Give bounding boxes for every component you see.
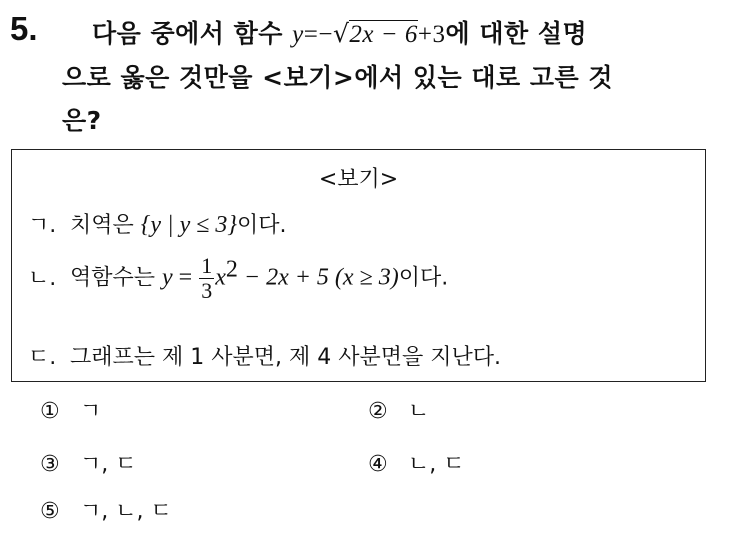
choice-answer: ㄱ, ㄴ, ㄷ	[80, 499, 172, 524]
choice-answer: ㄴ	[408, 399, 430, 424]
inverse-exponent: 2	[225, 256, 238, 283]
inverse-tail: − 2x + 5 (x ≥ 3)	[237, 264, 399, 291]
example-item-text: 그래프는 제 1 사분면, 제 4 사분면을 지난다.	[70, 345, 501, 370]
question-text-prefix: 다음 중에서 함수	[92, 19, 293, 48]
example-item-1	[28, 208, 287, 239]
choice-answer: ㄱ, ㄷ	[80, 452, 137, 477]
function-plus-three: +3	[417, 21, 446, 48]
question-text-suffix: 에 대한 설명	[445, 19, 588, 48]
question-line-3: 은?	[62, 106, 102, 135]
fraction	[199, 254, 214, 303]
example-item-mark: ㄱ.	[28, 213, 57, 238]
fraction-numerator: 1	[201, 253, 213, 278]
fraction-denominator: 3	[201, 278, 213, 304]
answer-choice-1[interactable]	[40, 394, 101, 425]
choice-answer: ㄴ, ㄷ	[408, 452, 465, 477]
example-item-text-after: 이다.	[237, 213, 287, 238]
function-equals-minus: =−	[303, 21, 333, 48]
example-box	[11, 149, 706, 382]
answer-choice-3[interactable]	[40, 447, 137, 478]
example-item-text-after: 이다.	[398, 265, 449, 291]
choice-number: ③	[40, 452, 60, 477]
example-item-mark: ㄴ.	[28, 265, 57, 291]
question-line-2: 으로 옳은 것만을 <보기>에서 있는 대로 고른 것	[62, 63, 614, 92]
function-y: y	[292, 21, 304, 48]
answer-choice-5[interactable]	[40, 494, 172, 525]
inverse-equals: =	[172, 264, 199, 291]
inverse-y: y	[162, 264, 173, 291]
question-number: 5.	[10, 10, 38, 47]
example-item-text: 역함수는	[70, 265, 163, 291]
choice-number: ④	[368, 452, 388, 477]
radical-sign: √	[332, 19, 350, 48]
choice-number: ②	[368, 399, 388, 424]
question-line-1	[92, 14, 587, 50]
example-box-title: <보기>	[318, 167, 399, 192]
choice-answer: ㄱ	[80, 399, 102, 424]
answer-choice-2[interactable]	[368, 394, 429, 425]
answer-choice-4[interactable]	[368, 447, 465, 478]
example-item-2	[28, 254, 448, 303]
example-item-3	[28, 340, 501, 371]
example-item-mark: ㄷ.	[28, 345, 57, 370]
example-item-text: 치역은	[70, 213, 141, 238]
choice-number: ①	[40, 399, 60, 424]
radicand: 2x − 6	[349, 21, 418, 48]
example-item-math: {y | y ≤ 3}	[140, 212, 238, 238]
inverse-x: x	[215, 264, 226, 291]
choice-number: ⑤	[40, 499, 60, 524]
square-root	[333, 19, 418, 48]
